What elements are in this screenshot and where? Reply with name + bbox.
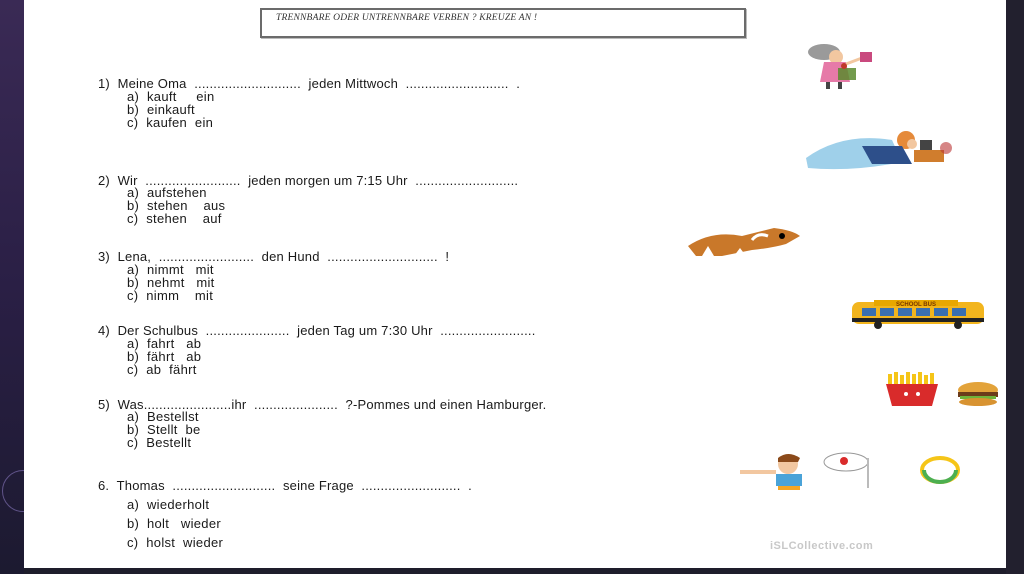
question-1-option-c: c) kaufen ein (127, 115, 214, 130)
question-5-option-c: c) Bestellt (127, 435, 192, 450)
question-6-option-a: a) wiederholt (127, 497, 210, 512)
question-3: 3) Lena, ......................... den Hund ............................. ! (98, 249, 450, 264)
question-6-option-c: c) holst wieder (127, 535, 224, 550)
question-1-option-a: a) kauft ein (127, 89, 215, 104)
slide-left-border (0, 0, 24, 574)
grandma-shopping-illustration (802, 42, 908, 90)
question-4-option-c: c) ab fährt (127, 362, 197, 377)
question-3-option-a: a) nimmt mit (127, 262, 214, 277)
question-4: 4) Der Schulbus ...................... jeden Tag um 7:30 Uhr ......................... (98, 323, 536, 338)
question-5-option-a: a) Bestellst (127, 409, 199, 424)
question-2-option-c: c) stehen auf (127, 211, 222, 226)
question-6-option-b: b) holt wieder (127, 516, 221, 531)
worksheet-title: TRENNBARE ODER UNTRENNBARE VERBEN ? KREUZE AN ! (260, 8, 746, 38)
question-1-option-b: b) einkauft (127, 102, 195, 117)
dog-illustration (682, 222, 806, 260)
question-6: 6. Thomas ........................... seine Frage .......................... . (98, 478, 472, 493)
bus-sign: SCHOOL BUS (896, 302, 936, 308)
boy-sleeping-illustration (802, 124, 958, 174)
question-1: 1) Meine Oma ............................ jeden Mittwoch ........................... . (98, 76, 521, 91)
school-bus-illustration (848, 298, 988, 330)
slide-right-border (1006, 0, 1024, 574)
question-4-option-b: b) fährt ab (127, 349, 202, 364)
question-2-option-a: a) aufstehen (127, 185, 207, 200)
question-5: 5) Was.......................ihr ...................... ?-Pommes und einen Hamburger. (98, 397, 547, 412)
watermark: iSLCollective.com (770, 540, 874, 552)
question-3-option-c: c) nimm mit (127, 288, 214, 303)
question-4-option-a: a) fahrt ab (127, 336, 202, 351)
question-2-option-b: b) stehen aus (127, 198, 226, 213)
boy-speaking-illustration (738, 452, 982, 492)
question-3-option-b: b) nehmt mit (127, 275, 215, 290)
fries-and-burger-illustration (880, 372, 1004, 408)
question-5-option-b: b) Stellt be (127, 422, 201, 437)
question-2: 2) Wir ......................... jeden morgen um 7:15 Uhr ........................... (98, 173, 519, 188)
